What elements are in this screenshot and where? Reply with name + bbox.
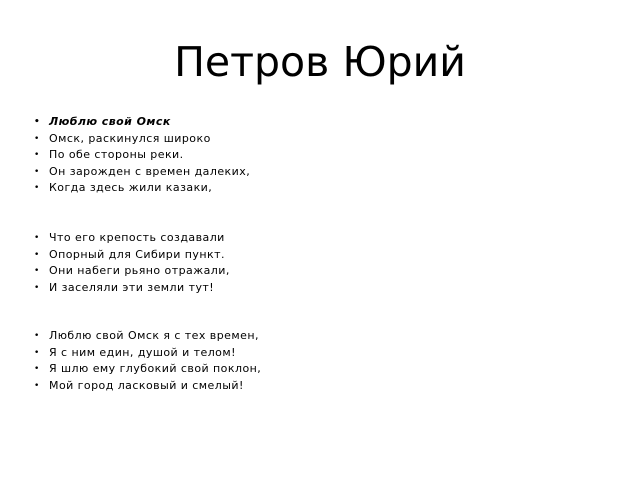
bullet-icon: •	[34, 347, 40, 358]
poem-line-text: Люблю свой Омск я с тех времен,	[49, 329, 259, 342]
bullet-icon: •	[34, 166, 40, 177]
bullet-icon: •	[34, 117, 41, 127]
poem-line	[34, 361, 261, 378]
poem-line-text: Они набеги рьяно отражали,	[49, 264, 230, 277]
poem-line-text: Опорный для Сибири пункт.	[49, 247, 225, 261]
poem-line-text: Я шлю ему глубокий свой поклон,	[49, 362, 262, 375]
poem-line	[34, 131, 250, 148]
bullet-icon: •	[34, 249, 40, 260]
poem-line-text: Я с ним един, душой и телом!	[49, 345, 236, 359]
poem-line-text: Омск, раскинулся широко	[49, 131, 211, 145]
bullet-icon: •	[34, 282, 40, 293]
poem-line	[34, 345, 261, 362]
bullet-icon: •	[34, 331, 40, 341]
poem-line	[34, 164, 250, 181]
poem-line-text: И заселяли эти земли тут!	[49, 280, 215, 294]
poem-line-text: Когда здесь жили казаки,	[49, 181, 213, 194]
bullet-icon: •	[34, 233, 40, 243]
slide-title: Петров Юрий	[174, 38, 466, 86]
stanza-1	[34, 114, 250, 197]
poem-line-text: Он зарожден с времен далеких,	[49, 164, 251, 178]
stanza-3	[34, 328, 261, 394]
bullet-icon: •	[34, 364, 40, 374]
bullet-icon: •	[34, 133, 40, 144]
bullet-icon: •	[34, 380, 40, 391]
bullet-icon: •	[34, 266, 40, 276]
poem-line	[34, 114, 250, 131]
poem-line	[34, 280, 230, 297]
poem-line	[34, 263, 230, 280]
poem-line	[34, 180, 250, 197]
bullet-icon: •	[34, 183, 40, 193]
poem-line-text: По обе стороны реки.	[49, 148, 184, 161]
poem-line	[34, 247, 230, 264]
bullet-icon: •	[34, 150, 40, 160]
poem-line-text: Что его крепость создавали	[49, 231, 225, 244]
poem-line-text: Мой город ласковый и смелый!	[49, 378, 244, 392]
poem-line	[34, 147, 250, 164]
poem-line	[34, 378, 261, 395]
poem-line	[34, 328, 261, 345]
poem-line-text: Люблю свой Омск	[49, 115, 171, 128]
poem-line	[34, 230, 230, 247]
stanza-2	[34, 230, 230, 296]
